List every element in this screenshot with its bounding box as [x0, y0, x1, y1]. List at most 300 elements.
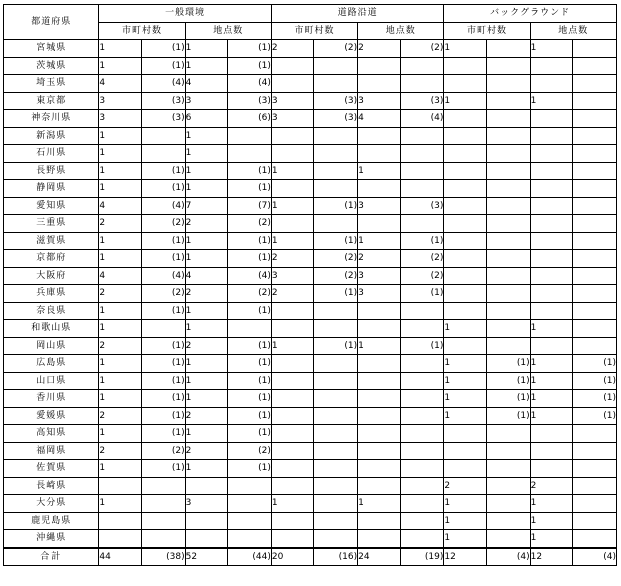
count-cell — [271, 442, 314, 460]
paren-count-cell — [400, 407, 444, 425]
paren-count-cell: (1) — [573, 407, 617, 425]
count-cell — [444, 425, 487, 443]
count-cell: 1 — [185, 57, 228, 75]
paren-count-cell — [486, 215, 530, 233]
prefecture-name: 新潟県 — [4, 127, 99, 145]
paren-count-cell: (2) — [314, 250, 358, 268]
paren-count-cell — [400, 355, 444, 373]
count-cell: 1 — [358, 232, 401, 250]
paren-count-cell — [400, 302, 444, 320]
paren-count-cell — [573, 425, 617, 443]
paren-count-cell: (1) — [228, 425, 272, 443]
prefecture-name: 鹿児島県 — [4, 512, 99, 530]
paren-count-cell — [314, 442, 358, 460]
count-cell: 2 — [358, 40, 401, 58]
prefecture-name: 長野県 — [4, 162, 99, 180]
table-row — [4, 127, 617, 145]
count-cell — [444, 250, 487, 268]
paren-count-cell — [400, 127, 444, 145]
paren-count-cell — [228, 477, 272, 495]
count-cell: 2 — [271, 285, 314, 303]
sub-header-sites: 地点数 — [530, 22, 616, 40]
paren-count-cell — [228, 127, 272, 145]
paren-count-cell — [573, 40, 617, 58]
paren-count-cell: (3) — [314, 110, 358, 128]
paren-count-cell: (3) — [228, 92, 272, 110]
count-cell — [271, 425, 314, 443]
prefecture-name: 奈良県 — [4, 302, 99, 320]
count-cell: 1 — [530, 355, 573, 373]
count-cell — [530, 442, 573, 460]
prefecture-name: 岡山県 — [4, 337, 99, 355]
paren-count-cell: (1) — [573, 372, 617, 390]
prefecture-name: 兵庫県 — [4, 285, 99, 303]
table-row — [4, 110, 617, 128]
count-cell: 1 — [99, 372, 142, 390]
paren-count-cell: (38) — [142, 548, 186, 566]
count-cell — [358, 302, 401, 320]
count-cell — [530, 232, 573, 250]
count-cell: 3 — [271, 92, 314, 110]
prefecture-name: 三重県 — [4, 215, 99, 233]
paren-count-cell: (1) — [228, 355, 272, 373]
count-cell — [358, 355, 401, 373]
count-cell — [444, 110, 487, 128]
count-cell — [99, 530, 142, 548]
count-cell — [444, 57, 487, 75]
count-cell — [271, 145, 314, 163]
count-cell — [271, 460, 314, 478]
table-row — [4, 197, 617, 215]
paren-count-cell: (1) — [228, 337, 272, 355]
sub-header-municipalities: 市町村数 — [444, 22, 530, 40]
paren-count-cell: (7) — [228, 197, 272, 215]
paren-count-cell: (1) — [142, 425, 186, 443]
count-cell — [358, 407, 401, 425]
count-cell: 1 — [530, 92, 573, 110]
paren-count-cell — [142, 477, 186, 495]
paren-count-cell: (1) — [573, 355, 617, 373]
paren-count-cell: (4) — [142, 267, 186, 285]
count-cell — [358, 372, 401, 390]
paren-count-cell: (1) — [142, 355, 186, 373]
paren-count-cell — [573, 57, 617, 75]
paren-count-cell: (2) — [228, 215, 272, 233]
count-cell: 2 — [99, 215, 142, 233]
count-cell: 1 — [99, 425, 142, 443]
count-cell — [271, 320, 314, 338]
prefecture-name: 高知県 — [4, 425, 99, 443]
count-cell: 2 — [444, 477, 487, 495]
count-cell — [358, 145, 401, 163]
count-cell — [530, 302, 573, 320]
paren-count-cell: (1) — [486, 407, 530, 425]
paren-count-cell: (2) — [400, 267, 444, 285]
count-cell: 3 — [358, 92, 401, 110]
count-cell: 1 — [185, 320, 228, 338]
paren-count-cell — [400, 495, 444, 513]
count-cell — [358, 390, 401, 408]
paren-count-cell: (3) — [400, 197, 444, 215]
paren-count-cell — [314, 530, 358, 548]
paren-count-cell: (1) — [400, 285, 444, 303]
count-cell — [99, 477, 142, 495]
count-cell: 1 — [185, 390, 228, 408]
table-row — [4, 162, 617, 180]
paren-count-cell — [486, 460, 530, 478]
table-row — [4, 442, 617, 460]
prefecture-header: 都道府県 — [4, 5, 99, 40]
paren-count-cell: (1) — [228, 302, 272, 320]
count-cell — [271, 355, 314, 373]
count-cell: 4 — [358, 110, 401, 128]
count-cell — [271, 390, 314, 408]
count-cell — [358, 127, 401, 145]
count-cell: 1 — [185, 40, 228, 58]
count-cell — [444, 180, 487, 198]
count-cell: 2 — [271, 40, 314, 58]
count-cell — [271, 75, 314, 93]
table-row — [4, 495, 617, 513]
count-cell: 1 — [185, 145, 228, 163]
paren-count-cell — [400, 145, 444, 163]
paren-count-cell — [486, 92, 530, 110]
paren-count-cell — [314, 302, 358, 320]
paren-count-cell — [486, 302, 530, 320]
count-cell: 1 — [99, 250, 142, 268]
paren-count-cell: (1) — [228, 162, 272, 180]
total-row — [4, 548, 617, 566]
paren-count-cell: (1) — [228, 390, 272, 408]
paren-count-cell — [314, 127, 358, 145]
prefecture-name: 香川県 — [4, 390, 99, 408]
paren-count-cell: (2) — [314, 40, 358, 58]
count-cell: 1 — [271, 232, 314, 250]
count-cell: 2 — [185, 442, 228, 460]
count-cell: 2 — [530, 477, 573, 495]
paren-count-cell: (2) — [228, 442, 272, 460]
paren-count-cell — [142, 495, 186, 513]
paren-count-cell — [228, 145, 272, 163]
monitoring-sites-table — [3, 4, 617, 566]
count-cell: 4 — [185, 75, 228, 93]
count-cell: 6 — [185, 110, 228, 128]
count-cell — [271, 180, 314, 198]
prefecture-name: 滋賀県 — [4, 232, 99, 250]
paren-count-cell — [228, 320, 272, 338]
paren-count-cell: (1) — [228, 250, 272, 268]
count-cell — [444, 337, 487, 355]
count-cell: 1 — [99, 355, 142, 373]
paren-count-cell: (1) — [400, 337, 444, 355]
paren-count-cell — [486, 145, 530, 163]
count-cell: 52 — [185, 548, 228, 566]
paren-count-cell: (3) — [400, 92, 444, 110]
table-row — [4, 372, 617, 390]
paren-count-cell — [486, 425, 530, 443]
count-cell: 1 — [358, 495, 401, 513]
count-cell — [444, 267, 487, 285]
paren-count-cell: (1) — [142, 180, 186, 198]
group-header-background: バックグラウンド — [444, 5, 617, 23]
count-cell: 1 — [185, 162, 228, 180]
paren-count-cell — [486, 110, 530, 128]
prefecture-name: 長崎県 — [4, 477, 99, 495]
prefecture-name: 愛知県 — [4, 197, 99, 215]
paren-count-cell — [486, 285, 530, 303]
count-cell: 1 — [530, 372, 573, 390]
paren-count-cell: (1) — [486, 372, 530, 390]
table-body — [4, 40, 617, 566]
paren-count-cell — [486, 162, 530, 180]
count-cell — [444, 302, 487, 320]
count-cell: 1 — [99, 232, 142, 250]
paren-count-cell — [573, 215, 617, 233]
paren-count-cell — [314, 390, 358, 408]
count-cell: 4 — [99, 197, 142, 215]
paren-count-cell — [228, 495, 272, 513]
paren-count-cell: (1) — [142, 40, 186, 58]
count-cell: 1 — [444, 407, 487, 425]
paren-count-cell — [400, 372, 444, 390]
table-row — [4, 302, 617, 320]
count-cell — [358, 75, 401, 93]
paren-count-cell — [486, 250, 530, 268]
count-cell: 2 — [99, 407, 142, 425]
count-cell: 3 — [99, 92, 142, 110]
paren-count-cell — [573, 337, 617, 355]
paren-count-cell: (1) — [142, 232, 186, 250]
count-cell: 1 — [185, 372, 228, 390]
sub-header-municipalities: 市町村数 — [271, 22, 357, 40]
table-row — [4, 425, 617, 443]
count-cell — [530, 215, 573, 233]
table-row — [4, 320, 617, 338]
paren-count-cell: (2) — [400, 40, 444, 58]
paren-count-cell: (1) — [314, 197, 358, 215]
table-row — [4, 57, 617, 75]
paren-count-cell — [573, 110, 617, 128]
count-cell: 1 — [271, 495, 314, 513]
count-cell: 1 — [99, 180, 142, 198]
paren-count-cell — [400, 442, 444, 460]
paren-count-cell: (19) — [400, 548, 444, 566]
paren-count-cell — [142, 512, 186, 530]
count-cell — [271, 477, 314, 495]
paren-count-cell — [486, 57, 530, 75]
count-cell — [444, 75, 487, 93]
paren-count-cell — [314, 57, 358, 75]
paren-count-cell: (3) — [142, 110, 186, 128]
paren-count-cell — [314, 407, 358, 425]
prefecture-name: 神奈川県 — [4, 110, 99, 128]
count-cell — [358, 460, 401, 478]
count-cell: 2 — [99, 285, 142, 303]
group-header-roadside: 道路沿道 — [271, 5, 443, 23]
table-row — [4, 267, 617, 285]
paren-count-cell — [486, 495, 530, 513]
count-cell: 1 — [185, 232, 228, 250]
table-row — [4, 250, 617, 268]
paren-count-cell — [573, 512, 617, 530]
paren-count-cell — [486, 180, 530, 198]
count-cell — [444, 215, 487, 233]
prefecture-name: 埼玉県 — [4, 75, 99, 93]
count-cell: 1 — [99, 390, 142, 408]
table-row — [4, 40, 617, 58]
prefecture-name: 京都府 — [4, 250, 99, 268]
paren-count-cell — [314, 425, 358, 443]
count-cell: 1 — [530, 390, 573, 408]
paren-count-cell — [314, 162, 358, 180]
paren-count-cell — [573, 285, 617, 303]
total-label: 合計 — [4, 548, 99, 566]
paren-count-cell — [486, 127, 530, 145]
prefecture-name: 宮城県 — [4, 40, 99, 58]
count-cell — [271, 302, 314, 320]
paren-count-cell — [400, 180, 444, 198]
table-row — [4, 145, 617, 163]
count-cell: 3 — [271, 267, 314, 285]
table-row — [4, 215, 617, 233]
paren-count-cell — [400, 320, 444, 338]
paren-count-cell — [400, 512, 444, 530]
table-row — [4, 530, 617, 548]
table-row — [4, 180, 617, 198]
prefecture-name: 石川県 — [4, 145, 99, 163]
count-cell — [530, 425, 573, 443]
paren-count-cell: (16) — [314, 548, 358, 566]
sub-header-municipalities: 市町村数 — [99, 22, 185, 40]
count-cell: 1 — [185, 250, 228, 268]
paren-count-cell — [228, 530, 272, 548]
count-cell — [530, 110, 573, 128]
paren-count-cell: (1) — [142, 57, 186, 75]
count-cell — [185, 477, 228, 495]
count-cell: 4 — [185, 267, 228, 285]
paren-count-cell: (1) — [314, 285, 358, 303]
count-cell: 1 — [444, 530, 487, 548]
paren-count-cell — [573, 477, 617, 495]
count-cell — [358, 215, 401, 233]
count-cell: 2 — [185, 215, 228, 233]
paren-count-cell: (1) — [314, 337, 358, 355]
count-cell: 1 — [444, 320, 487, 338]
count-cell: 3 — [358, 197, 401, 215]
sub-header-sites: 地点数 — [185, 22, 271, 40]
paren-count-cell: (4) — [228, 75, 272, 93]
table-row — [4, 285, 617, 303]
count-cell: 1 — [444, 495, 487, 513]
count-cell: 2 — [185, 337, 228, 355]
paren-count-cell — [573, 460, 617, 478]
count-cell: 2 — [271, 250, 314, 268]
paren-count-cell: (1) — [314, 232, 358, 250]
count-cell — [530, 127, 573, 145]
count-cell: 1 — [444, 372, 487, 390]
prefecture-name: 大分県 — [4, 495, 99, 513]
paren-count-cell: (1) — [142, 250, 186, 268]
paren-count-cell: (2) — [400, 250, 444, 268]
paren-count-cell — [400, 460, 444, 478]
prefecture-name: 愛媛県 — [4, 407, 99, 425]
count-cell: 3 — [358, 285, 401, 303]
count-cell — [444, 285, 487, 303]
table-row — [4, 355, 617, 373]
paren-count-cell: (1) — [142, 372, 186, 390]
count-cell: 2 — [99, 337, 142, 355]
sub-header-sites: 地点数 — [358, 22, 444, 40]
count-cell — [271, 530, 314, 548]
count-cell: 4 — [99, 267, 142, 285]
paren-count-cell — [486, 232, 530, 250]
count-cell: 44 — [99, 548, 142, 566]
paren-count-cell — [573, 75, 617, 93]
count-cell: 1 — [358, 162, 401, 180]
count-cell: 12 — [530, 548, 573, 566]
table-row — [4, 390, 617, 408]
paren-count-cell — [314, 75, 358, 93]
table-row — [4, 337, 617, 355]
paren-count-cell: (2) — [142, 215, 186, 233]
count-cell: 1 — [444, 512, 487, 530]
paren-count-cell: (1) — [228, 372, 272, 390]
paren-count-cell — [486, 512, 530, 530]
count-cell — [530, 162, 573, 180]
count-cell: 1 — [99, 320, 142, 338]
paren-count-cell — [486, 320, 530, 338]
paren-count-cell — [314, 372, 358, 390]
paren-count-cell — [400, 425, 444, 443]
paren-count-cell — [314, 180, 358, 198]
paren-count-cell — [142, 530, 186, 548]
count-cell: 1 — [271, 197, 314, 215]
count-cell — [271, 57, 314, 75]
count-cell: 1 — [530, 407, 573, 425]
paren-count-cell — [573, 302, 617, 320]
header-group-row — [4, 5, 617, 23]
count-cell — [444, 162, 487, 180]
count-cell: 2 — [185, 407, 228, 425]
count-cell: 1 — [530, 495, 573, 513]
count-cell: 3 — [185, 92, 228, 110]
count-cell — [358, 425, 401, 443]
count-cell — [358, 530, 401, 548]
count-cell — [444, 197, 487, 215]
paren-count-cell: (4) — [400, 110, 444, 128]
paren-count-cell: (1) — [142, 302, 186, 320]
paren-count-cell — [486, 197, 530, 215]
count-cell — [530, 337, 573, 355]
count-cell: 1 — [530, 320, 573, 338]
paren-count-cell — [400, 390, 444, 408]
count-cell: 1 — [99, 40, 142, 58]
count-cell — [444, 460, 487, 478]
count-cell: 4 — [99, 75, 142, 93]
count-cell: 1 — [185, 180, 228, 198]
paren-count-cell: (4) — [573, 548, 617, 566]
paren-count-cell — [573, 442, 617, 460]
count-cell — [271, 127, 314, 145]
count-cell: 1 — [530, 40, 573, 58]
count-cell: 24 — [358, 548, 401, 566]
paren-count-cell — [573, 127, 617, 145]
count-cell: 3 — [185, 495, 228, 513]
count-cell: 1 — [444, 92, 487, 110]
table-row — [4, 407, 617, 425]
paren-count-cell — [314, 460, 358, 478]
count-cell — [358, 57, 401, 75]
